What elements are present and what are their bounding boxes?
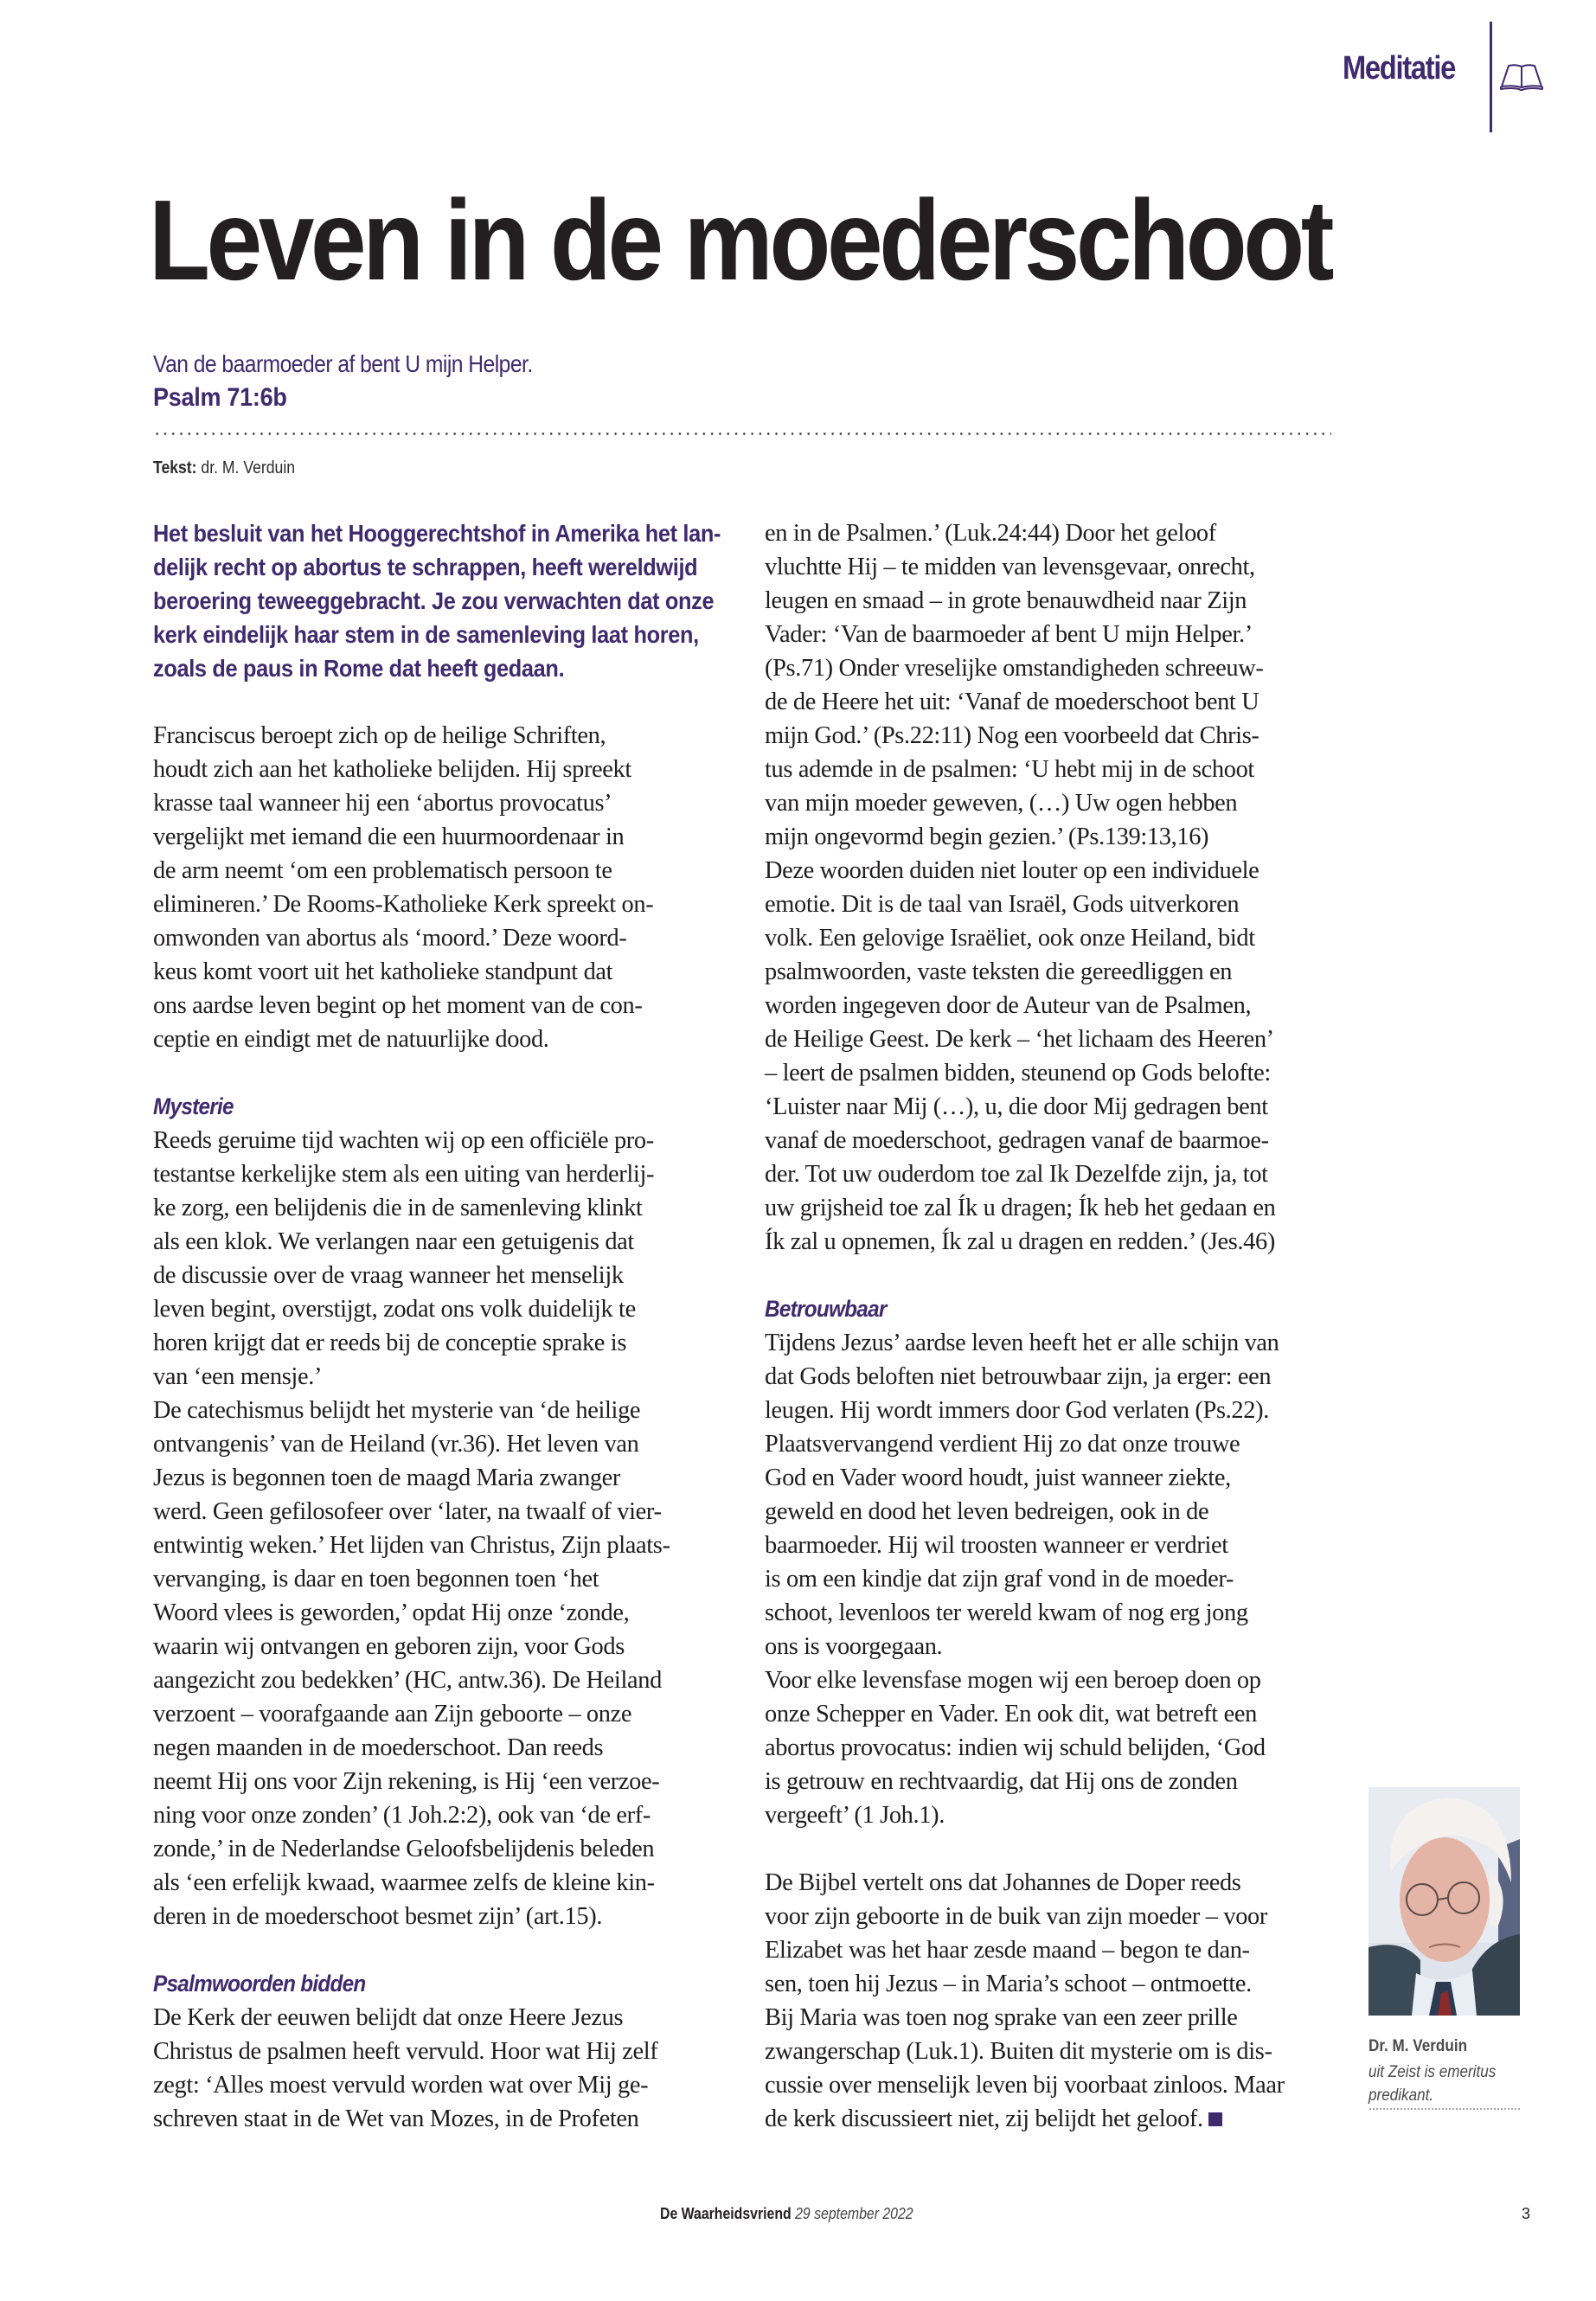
text-line: Vader: ‘Van de baarmoeder af bent U mijn Helper.’ <box>765 621 1253 648</box>
page-title: Leven in de moederschoot <box>149 176 1331 304</box>
text-line: der. Tot uw ouderdom toe zal Ik Dezelfde zijn, ja, tot <box>765 1161 1268 1188</box>
text-line: Plaatsvervangend verdient Hij zo dat onze trouwe <box>765 1431 1240 1458</box>
section-label: Meditatie <box>1342 50 1455 87</box>
text-line: uw grijsheid toe zal Ík u dragen; Ík heb het gedaan en <box>765 1195 1276 1221</box>
text-line <box>765 2102 1353 2136</box>
text-line: houdt zich aan het katholieke belijden. Hij spreekt <box>153 756 631 783</box>
author-name: Dr. M. Verduin <box>1368 2037 1468 2055</box>
lead-line: delijk recht op abortus te schrappen, heeft wereldwijd <box>153 554 698 580</box>
text-line: leugen. Hij wordt immers door God verlaten (Ps.22). <box>765 1397 1269 1424</box>
text-line: Elizabet was het haar zesde maand – begon te dan- <box>765 1937 1250 1964</box>
section-divider <box>1490 22 1492 132</box>
text-line: ons is voorgegaan. <box>765 1633 943 1660</box>
text-line: mijn God.’ (Ps.22:11) Nog een voorbeeld dat Chris- <box>765 722 1259 749</box>
text-line: zegt: ‘Alles moest vervuld worden wat over Mij ge- <box>153 2072 649 2099</box>
lead-line: kerk eindelijk haar stem in de samenleving laat horen, <box>153 621 699 648</box>
text-line: tus ademde in de psalmen: ‘U hebt mij in de schoot <box>765 756 1254 783</box>
text-line: zonde,’ in de Nederlandse Geloofsbelijdenis beleden <box>153 1836 655 1862</box>
text-line: van ‘een mensje.’ <box>153 1363 323 1390</box>
text-line: horen krijgt dat er reeds bij de conceptie sprake is <box>153 1330 627 1356</box>
text-line: geweld en dood het leven bedreigen, ook in de <box>765 1498 1209 1525</box>
text-line: voor zijn geboorte in de buik van zijn moeder – voor <box>765 1903 1267 1930</box>
text-line: ‘Luister naar Mij (…), u, die door Mij gedragen bent <box>765 1093 1268 1120</box>
publication-date: 29 september 2022 <box>795 2205 913 2222</box>
text-line: elimineren.’ De Rooms-Katholieke Kerk spreekt on- <box>153 891 654 918</box>
end-of-article-square-icon <box>1208 2112 1222 2126</box>
lead-line: Het besluit van het Hooggerechtshof in Amerika het lan- <box>153 520 721 547</box>
text-line: dat Gods beloften niet betrouwbaar zijn, ja erger: een <box>765 1363 1272 1390</box>
text-line: entwintig weken.’ Het lijden van Christus, Zijn plaats- <box>153 1532 670 1559</box>
text-line: vanaf de moederschoot, gedragen vanaf de baarmoe- <box>765 1127 1269 1154</box>
text-line: schreven staat in de Wet van Mozes, in de Profeten <box>153 2106 639 2132</box>
text-line: Voor elke levensfase mogen wij een beroep doen op <box>765 1667 1261 1694</box>
text-line: ceptie en eindigt met de natuurlijke dood. <box>153 1026 549 1053</box>
section-psalmwoorden-body-right <box>765 516 1353 1259</box>
bible-verse-reference: Psalm 71:6b <box>153 383 287 412</box>
byline <box>153 458 295 478</box>
author-photo <box>1368 1787 1520 2016</box>
text-line: Jezus is begonnen toen de maagd Maria zwanger <box>153 1465 621 1491</box>
text-line: vluchtte Hij – te midden van levensgevaar, onrecht, <box>765 554 1255 580</box>
author-description: uit Zeist is emeritus predikant. <box>1368 2063 1497 2105</box>
text-line: ning voor onze zonden’ (1 Joh.2:2), ook van ‘de erf- <box>153 1802 651 1829</box>
text-line: abortus provocatus: indien wij schuld belijden, ‘God <box>765 1734 1266 1761</box>
text-line: ke zorg, een belijdenis die in de samenleving klinkt <box>153 1195 643 1221</box>
text-line: vergelijkt met iemand die een huurmoordenaar in <box>153 824 625 850</box>
text-line: de de Heere het uit: ‘Vanaf de moederschoot bent U <box>765 689 1259 715</box>
text-line: als ‘een erfelijk kwaad, waarmee zelfs de kleine kin- <box>153 1869 655 1896</box>
text-line: als een klok. We verlangen naar een getuigenis dat <box>153 1228 634 1255</box>
text-line: De Bijbel vertelt ons dat Johannes de Doper reeds <box>765 1869 1241 1896</box>
text-line: ons aardse leven begint op het moment van de con- <box>153 992 643 1019</box>
text-line: sen, toen hij Jezus – in Maria’s schoot – ontmoette. <box>765 1971 1252 1997</box>
article-column-left <box>153 516 741 2136</box>
subheading-betrouwbaar: Betrouwbaar <box>765 1296 887 1322</box>
publication-name: De Waarheidsvriend <box>660 2205 792 2222</box>
section-mysterie-body <box>153 1124 741 1933</box>
text-line: Christus de psalmen heeft vervuld. Hoor wat Hij zelf <box>153 2038 658 2065</box>
byline-author: dr. M. Verduin <box>201 458 296 478</box>
section-psalmwoorden-body-left <box>153 2001 741 2136</box>
text-line: negen maanden in de moederschoot. Dan reeds <box>153 1734 604 1761</box>
text-line: De catechismus belijdt het mysterie van ‘de heilige <box>153 1397 641 1424</box>
text-line: psalmwoorden, vaste teksten die gereedliggen en <box>765 958 1233 985</box>
subheading-psalmwoorden-bidden: Psalmwoorden bidden <box>153 1971 366 1997</box>
text-line: baarmoeder. Hij wil troosten wanneer er verdriet <box>765 1532 1228 1559</box>
text-line: De Kerk der eeuwen belijdt dat onze Heere Jezus <box>153 2004 624 2031</box>
text-line: Reeds geruime tijd wachten wij op een officiële pro- <box>153 1127 654 1154</box>
text-line: aangezicht zou bedekken’ (HC, antw.36). De Heiland <box>153 1667 662 1694</box>
text-line: vervanging, is daar en toen begonnen toen ‘het <box>153 1566 599 1593</box>
text-line: is om een kindje dat zijn graf vond in de moeder- <box>765 1566 1234 1593</box>
text-line: en in de Psalmen.’ (Luk.24:44) Door het geloof <box>765 520 1216 547</box>
text-line: Franciscus beroept zich op de heilige Schriften, <box>153 722 606 749</box>
text-line: krasse taal wanneer hij een ‘abortus provocatus’ <box>153 790 612 817</box>
text-line: onze Schepper en Vader. En ook dit, wat betreft een <box>765 1701 1257 1727</box>
text-line: verzoent – voorafgaande aan Zijn geboorte – onze <box>153 1701 632 1727</box>
text-line: de Heilige Geest. De kerk – ‘het lichaam des Heeren’ <box>765 1026 1274 1053</box>
text-line: leugen en smaad – in grote benauwdheid naar Zijn <box>765 587 1247 614</box>
text-line: Tijdens Jezus’ aardse leven heeft het er alle schijn van <box>765 1330 1279 1356</box>
byline-label: Tekst: <box>153 458 197 478</box>
page-number: 3 <box>1522 2205 1531 2222</box>
lead-line: beroering teweeggebracht. Je zou verwachten dat onze <box>153 587 715 614</box>
intro-paragraph <box>153 719 741 1056</box>
text-line: keus komt voort uit het katholieke standpunt dat <box>153 958 613 985</box>
text-line: werd. Geen gefilosofeer over ‘later, na twaalf of vier- <box>153 1498 662 1525</box>
text-line: neemt Hij ons voor Zijn rekening, is Hij ‘een verzoe- <box>153 1768 660 1795</box>
text-line: emotie. Dit is de taal van Israël, Gods uitverkoren <box>765 891 1240 918</box>
article-column-right <box>765 516 1353 2136</box>
closing-paragraph <box>765 1866 1353 2136</box>
text-line: van mijn moeder geweven, (…) Uw ogen hebben <box>765 790 1238 817</box>
text-line: volk. Een gelovige Israëliet, ook onze Heiland, bidt <box>765 925 1255 952</box>
open-book-icon <box>1498 61 1545 92</box>
subheading-mysterie: Mysterie <box>153 1093 234 1119</box>
lead-paragraph <box>153 516 742 685</box>
text-line: deren in de moederschoot besmet zijn’ (art.15). <box>153 1903 603 1930</box>
text-line: de discussie over de vraag wanneer het menselijk <box>153 1262 624 1289</box>
lead-line: zoals de paus in Rome dat heeft gedaan. <box>153 655 565 682</box>
bible-verse: Van de baarmoeder af bent U mijn Helper. <box>153 350 533 377</box>
text-line: waarin wij ontvangen en geboren zijn, voor Gods <box>153 1633 625 1660</box>
author-box-divider <box>1368 2108 1521 2110</box>
author-portrait-illustration <box>1368 1787 1520 2016</box>
text-line-content: de kerk discussieert niet, zij belijdt het geloof. <box>765 2106 1203 2132</box>
dotted-divider <box>153 433 1331 435</box>
text-line: Woord vlees is geworden,’ opdat Hij onze ‘zonde, <box>153 1599 630 1626</box>
text-line: Deze woorden duiden niet louter op een individuele <box>765 857 1259 884</box>
text-line: God en Vader woord houdt, juist wanneer ziekte, <box>765 1465 1231 1491</box>
text-line: (Ps.71) Onder vreselijke omstandigheden schreeuw- <box>765 655 1264 682</box>
text-line: zwangerschap (Luk.1). Buiten dit mysterie om is dis- <box>765 2038 1272 2065</box>
text-line: Ík zal u opnemen, Ík zal u dragen en redden.’ (Jes.46) <box>765 1228 1275 1255</box>
text-line: testantse kerkelijke stem als een uiting van herderlij- <box>153 1161 655 1188</box>
text-line: cussie over menselijk leven bij voorbaat zinloos. Maar <box>765 2072 1285 2099</box>
text-line: worden ingegeven door de Auteur van de Psalmen, <box>765 992 1252 1019</box>
text-line: Bij Maria was toen nog sprake van een zeer prille <box>765 2004 1238 2031</box>
text-line: vergeeft’ (1 Joh.1). <box>765 1802 945 1829</box>
text-line: leven begint, overstijgt, zodat ons volk duidelijk te <box>153 1296 636 1323</box>
text-line: is getrouw en rechtvaardig, dat Hij ons de zonden <box>765 1768 1238 1795</box>
text-line: – leert de psalmen bidden, steunend op Gods belofte: <box>765 1060 1271 1086</box>
text-line: omwonden van abortus als ‘moord.’ Deze woord- <box>153 925 627 952</box>
text-line: ontvangenis’ van de Heiland (vr.36). Het leven van <box>153 1431 639 1458</box>
section-betrouwbaar-body <box>765 1326 1353 1832</box>
text-line: mijn ongevormd begin gezien.’ (Ps.139:13,16) <box>765 824 1209 850</box>
footer-publication <box>660 2205 913 2223</box>
text-line: schoot, levenloos ter wereld kwam of nog erg jong <box>765 1599 1248 1626</box>
text-line: de arm neemt ‘om een problematisch persoon te <box>153 857 612 884</box>
